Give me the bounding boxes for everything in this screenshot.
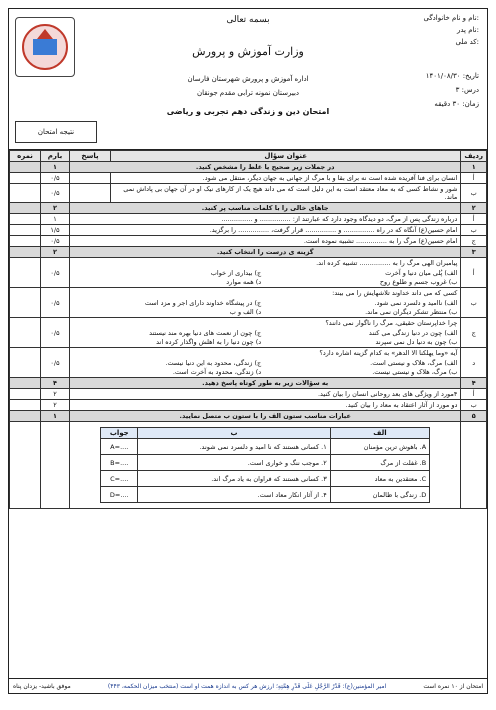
footer-signoff: موفق باشید- یزدان پناه — [13, 682, 71, 690]
mcq-option[interactable]: ب) مرگ، هلاک و نیستی نیست. — [372, 368, 458, 376]
section-score: ۲ — [41, 247, 70, 258]
mcq-option[interactable]: الف) مرگ، هلاک و نیستی است. — [370, 359, 458, 367]
footer-quote: امیر المؤمنین(ع): قَدْرُ الرَّجُلِ عَلَی قَدْرِ هِمَّتِهِ؛ ارزش هر کس به اندازه همت او است (منتخب میزان الحکمه، ۴۴۳) — [107, 682, 387, 690]
question-letter: ج — [461, 236, 487, 247]
section-score: ۱ — [41, 162, 70, 173]
mcq-option[interactable]: الف) ناامید و دلسرد نمی شود. — [374, 299, 458, 307]
section-row — [10, 162, 487, 173]
time-label: زمان: ۳۰ دقیقه — [434, 100, 479, 108]
question-text: امام حسین(ع) مرگ را به ............... تشبیه نموده است. — [70, 236, 461, 247]
match-b: ۲. موجب ننگ و خواری است. — [138, 455, 330, 471]
exam-page — [8, 8, 488, 694]
mcq-option[interactable]: ج) زندگی، محدود به این دنیا نیست. — [165, 359, 262, 367]
table-header-row — [10, 151, 487, 162]
match-row — [101, 471, 430, 487]
section-title: به سؤالات زیر به طور کوتاه پاسخ دهید. — [70, 378, 461, 389]
question-score: ۱ — [41, 214, 70, 225]
national-id-label: کد ملی: — [455, 38, 479, 46]
question-text: شور و نشاط کسی که به معاد معتقد است به این دلیل است که می داند هیچ یک از کارهای نیک او در آن جهان بی پاداش نمی ماند. — [111, 184, 461, 203]
question-row — [10, 173, 487, 184]
section-row — [10, 378, 487, 389]
section-score: ۱ — [41, 411, 70, 422]
question-letter: ج — [461, 318, 487, 348]
section-score: ۲ — [41, 203, 70, 214]
section-num: ۱ — [461, 162, 487, 173]
question-letter: ب — [461, 225, 487, 236]
lesson-label: درس: ۳ — [455, 86, 479, 94]
match-row — [101, 487, 430, 503]
match-col-a: الف — [330, 428, 430, 439]
question-letter: أ — [461, 258, 487, 288]
question-score: ۰/۵ — [41, 318, 70, 348]
mcq-option[interactable]: ب) چون به دنیا دل نمی سپرند — [375, 338, 458, 346]
section-num: ۵ — [461, 411, 487, 422]
question-text: درباره زندگی پس از مرگ، دو دیدگاه وجود دارد که عبارتند از: ............... و ............... — [70, 214, 461, 225]
mcq-stem: آیه «وما یهلکنا الا الدهر» به کدام گزینه اشاره دارد؟ — [319, 349, 458, 357]
match-a: A. باهوش ترین مؤمنان — [330, 439, 430, 455]
mcq-option[interactable]: الف) چون در دنیا زندگی می کنند — [368, 329, 458, 337]
section-score: ۴ — [41, 378, 70, 389]
question-row — [10, 214, 487, 225]
mcq-option[interactable]: ج) در پیشگاه خداوند دارای اجر و مزد است — [144, 299, 262, 307]
match-answer[interactable]: A=.... — [101, 439, 138, 455]
mcq-stem: چرا خداپرستان حقیقی، مرگ را ناگوار نمی دانند؟ — [325, 319, 458, 327]
mcq-option[interactable]: د) همه موارد — [226, 278, 262, 286]
question-text: دو مورد از آثار اعتقاد به معاد را بیان کنید. — [70, 400, 461, 411]
matching-row — [10, 422, 487, 509]
logo-graphic — [19, 21, 71, 73]
question-score: ۰/۵ — [41, 258, 70, 288]
col-answer: پاسخ — [70, 151, 111, 162]
match-b: ۱. کسانی هستند که نا امید و دلسرد نمی شوند. — [138, 439, 330, 455]
question-row — [10, 400, 487, 411]
matching-table — [100, 427, 430, 503]
mcq-row — [10, 318, 487, 348]
mcq-row — [10, 288, 487, 318]
result-box: نتیجه امتحان — [15, 121, 97, 143]
section-num: ۴ — [461, 378, 487, 389]
footer — [9, 678, 487, 693]
question-letter: أ — [461, 214, 487, 225]
mcq-option[interactable]: د) چون دنیا را به اهلش واگذار کرده اند — [156, 338, 262, 346]
question-row — [10, 184, 487, 203]
section-title: در جملات زیر صحیح یا غلط را مشخص کنید. — [70, 162, 461, 173]
question-score: ۰/۵ — [41, 184, 70, 203]
match-answer[interactable]: C=.... — [101, 471, 138, 487]
match-row — [101, 455, 430, 471]
ministry-title: وزارت آموزش و پرورش — [192, 45, 304, 58]
question-score: ۲ — [41, 389, 70, 400]
exam-header — [9, 9, 487, 150]
mcq-option[interactable]: د) زندگی، محدود به آخرت است. — [172, 368, 262, 376]
match-b: ۳. کسانی هستند که فراوان به یاد مرگ اند. — [138, 471, 330, 487]
question-letter: ب — [461, 400, 487, 411]
footer-total: امتحان از ۱۰ نمره است — [423, 682, 483, 690]
question-row — [10, 225, 487, 236]
school-name: دبیرستان نمونه ترابی مقدم جونقان — [196, 89, 300, 97]
match-a: B. غفلت از مرگ — [330, 455, 430, 471]
question-letter: ب — [461, 288, 487, 318]
section-row — [10, 247, 487, 258]
match-answer[interactable]: D=.... — [101, 487, 138, 503]
question-letter: د — [461, 348, 487, 378]
col-grade: نمره — [10, 151, 41, 162]
section-row — [10, 411, 487, 422]
question-score: ۰/۵ — [41, 236, 70, 247]
office-name: اداره آموزش و پرورش شهرستان فارسان — [187, 75, 309, 83]
questions-table — [9, 150, 487, 509]
match-row — [101, 439, 430, 455]
col-row: ردیف — [461, 151, 487, 162]
mcq-option[interactable]: ج) بیداری از خواب — [210, 269, 262, 277]
bismillah: بسمه تعالی — [226, 15, 270, 25]
mcq-option[interactable]: ج) چون از نعمت های دنیا بهره مند نیستند — [149, 329, 262, 337]
match-b: ۴. از آثار انکار معاد است. — [138, 487, 330, 503]
question-letter: أ — [461, 173, 487, 184]
mcq-option[interactable]: الف) پُلی میان دنیا و آخرت — [385, 269, 458, 277]
question-text: انسان برای فنا آفریده شده است نه برای بقا و با مرگ از جهانی به جهان دیگر، منتقل می شود. — [111, 173, 461, 184]
section-title: گزینه ی درست را انتخاب کنید. — [70, 247, 461, 258]
name-label: نام و نام خانوادگی: — [423, 14, 479, 22]
section-title: جاهای خالی را با کلمات مناسب پر کنید. — [70, 203, 461, 214]
section-title: عبارات مناسب ستون الف را با ستون ب متصل نمایید. — [70, 411, 461, 422]
col-score: بارم — [41, 151, 70, 162]
answer-cell[interactable] — [70, 184, 111, 203]
father-label: نام پدر: — [456, 26, 479, 34]
answer-cell[interactable] — [70, 173, 111, 184]
match-answer[interactable]: B=.... — [101, 455, 138, 471]
exam-title: امتحان دین و زندگی دهم تجربی و ریاضی — [166, 107, 330, 116]
question-text: ۴مورد از ویژگی های بعد روحانی انسان را بیان کنید. — [70, 389, 461, 400]
question-score: ۰/۵ — [41, 288, 70, 318]
section-row — [10, 203, 487, 214]
date-label: تاریخ: ۱۴۰۱/۰۸/۳۰ — [425, 72, 479, 80]
match-a: C. معتقدین به معاد — [330, 471, 430, 487]
question-text: امام حسین(ع) آنگاه که در راه ............... و ............... قرار گرفت، ............... را برگزید. — [70, 225, 461, 236]
question-letter: أ — [461, 389, 487, 400]
question-score: ۰/۵ — [41, 173, 70, 184]
col-question: عنوان سؤال — [111, 151, 461, 162]
school-logo — [15, 17, 75, 77]
match-a: D. زندگی با ظالمان — [330, 487, 430, 503]
mcq-row — [10, 348, 487, 378]
match-col-answer: جواب — [101, 428, 138, 439]
question-score: ۲ — [41, 400, 70, 411]
question-score: ۰/۵ — [41, 348, 70, 378]
question-score: ۱/۵ — [41, 225, 70, 236]
section-num: ۲ — [461, 203, 487, 214]
mcq-stem: کسی که می داند خداوند تلاشهایش را می بیند: — [332, 289, 458, 297]
mcq-option[interactable]: ب) غروب جسم و طلوع روح — [379, 278, 458, 286]
question-row — [10, 236, 487, 247]
match-col-b: ب — [138, 428, 330, 439]
section-num: ۳ — [461, 247, 487, 258]
question-letter: ب — [461, 184, 487, 203]
mcq-option[interactable]: د) الف و ب — [229, 308, 262, 316]
mcq-row — [10, 258, 487, 288]
mcq-option[interactable]: ب) منتظر تشکر دیگران نمی ماند. — [365, 308, 458, 316]
mcq-stem: پیامبران الهی مرگ را به ............... تشبیه کرده اند. — [316, 259, 458, 267]
question-row — [10, 389, 487, 400]
